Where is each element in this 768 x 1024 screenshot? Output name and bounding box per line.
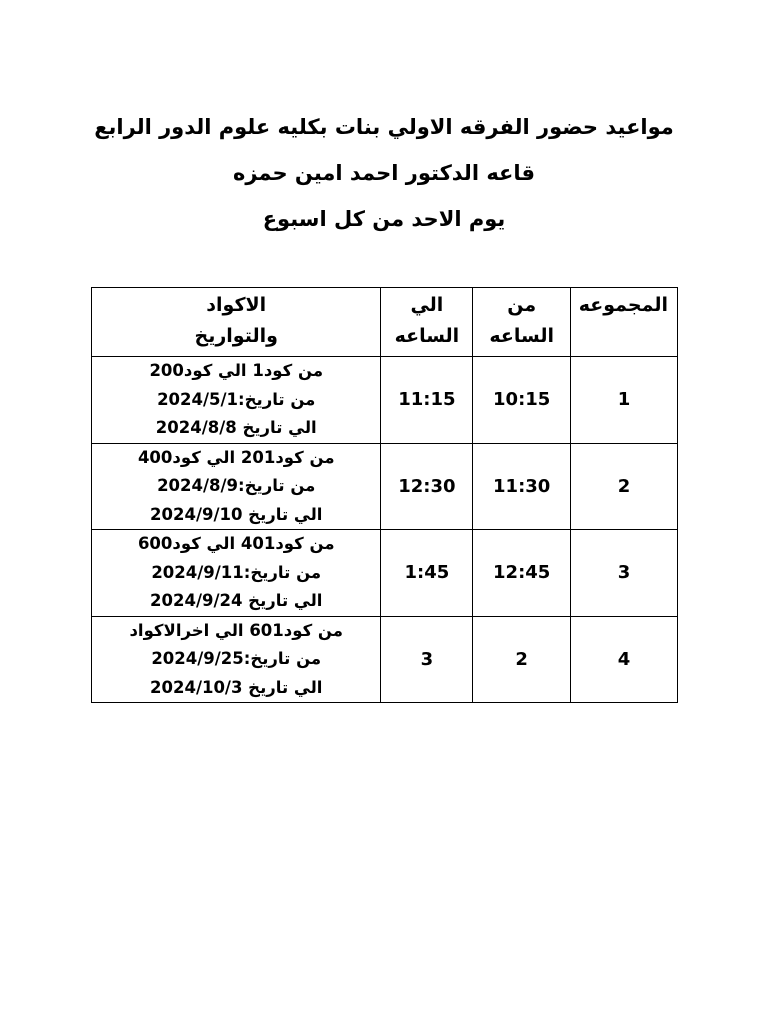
row-codes-range: من كود401 الي كود600 [137,534,335,553]
row-date-from: من تاريخ:2024/9/25 [151,649,322,668]
row-from-time: 12:45 [473,530,571,617]
row-to-time: 3 [381,616,473,703]
row-date-to: الي تاريخ 2024/9/24 [150,591,323,610]
table-row [92,443,678,530]
row-from-time: 11:30 [473,443,571,530]
header-to-hour [381,288,473,357]
row-to-time: 11:15 [381,357,473,444]
row-from-time: 10:15 [473,357,571,444]
header-codes-line-2: والتواريخ [194,325,278,347]
row-codes-range: من كود601 الي اخرالاكواد [129,620,343,640]
header-group-label: المجموعه [578,294,668,316]
row-codes-dates [92,530,381,617]
row-date-from: من تاريخ:2024/9/11 [151,562,322,582]
header-to-line-1: الي [410,294,444,316]
row-codes-range: من كود201 الي كود400 [137,447,335,467]
row-group-number: 3 [571,530,678,617]
header-from-hour [473,288,571,357]
row-date-to: الي تاريخ 2024/8/8 [155,418,317,437]
header-to-line-2: الساعه [394,325,460,347]
row-group-number: 2 [571,443,678,530]
title-line-2: قاعه الدكتور احمد امين حمزه [232,161,536,185]
row-to-time: 1:45 [381,530,473,617]
row-date-to: الي تاريخ 2024/9/10 [150,504,323,524]
header-from-line-2: الساعه [489,325,554,347]
title-line-1: مواعيد حضور الفرقه الاولي بنات بكليه علوم الدور الرابع [94,115,674,139]
table-row [92,530,678,617]
header-from-line-1: من [507,294,537,316]
row-date-from: من تاريخ:2024/5/1 [157,389,316,409]
table-header-row [92,288,678,357]
document-heading [40,115,728,253]
header-codes-line-1: الاكواد [206,294,267,316]
row-codes-range: من كود1 الي كود200 [149,361,324,380]
row-date-to: الي تاريخ 2024/10/3 [150,677,323,697]
title-line-3: يوم الاحد من كل اسبوع [262,207,506,231]
row-codes-dates [92,357,381,444]
header-group [571,288,678,357]
row-to-time: 12:30 [381,443,473,530]
row-group-number: 4 [571,616,678,703]
schedule-table [91,287,678,703]
row-group-number: 1 [571,357,678,444]
table-row [92,357,678,444]
table-row [92,616,678,703]
header-codes-dates [92,288,381,357]
row-date-from: من تاريخ:2024/8/9 [157,476,316,495]
row-codes-dates [92,616,381,703]
row-codes-dates [92,443,381,530]
row-from-time: 2 [473,616,571,703]
